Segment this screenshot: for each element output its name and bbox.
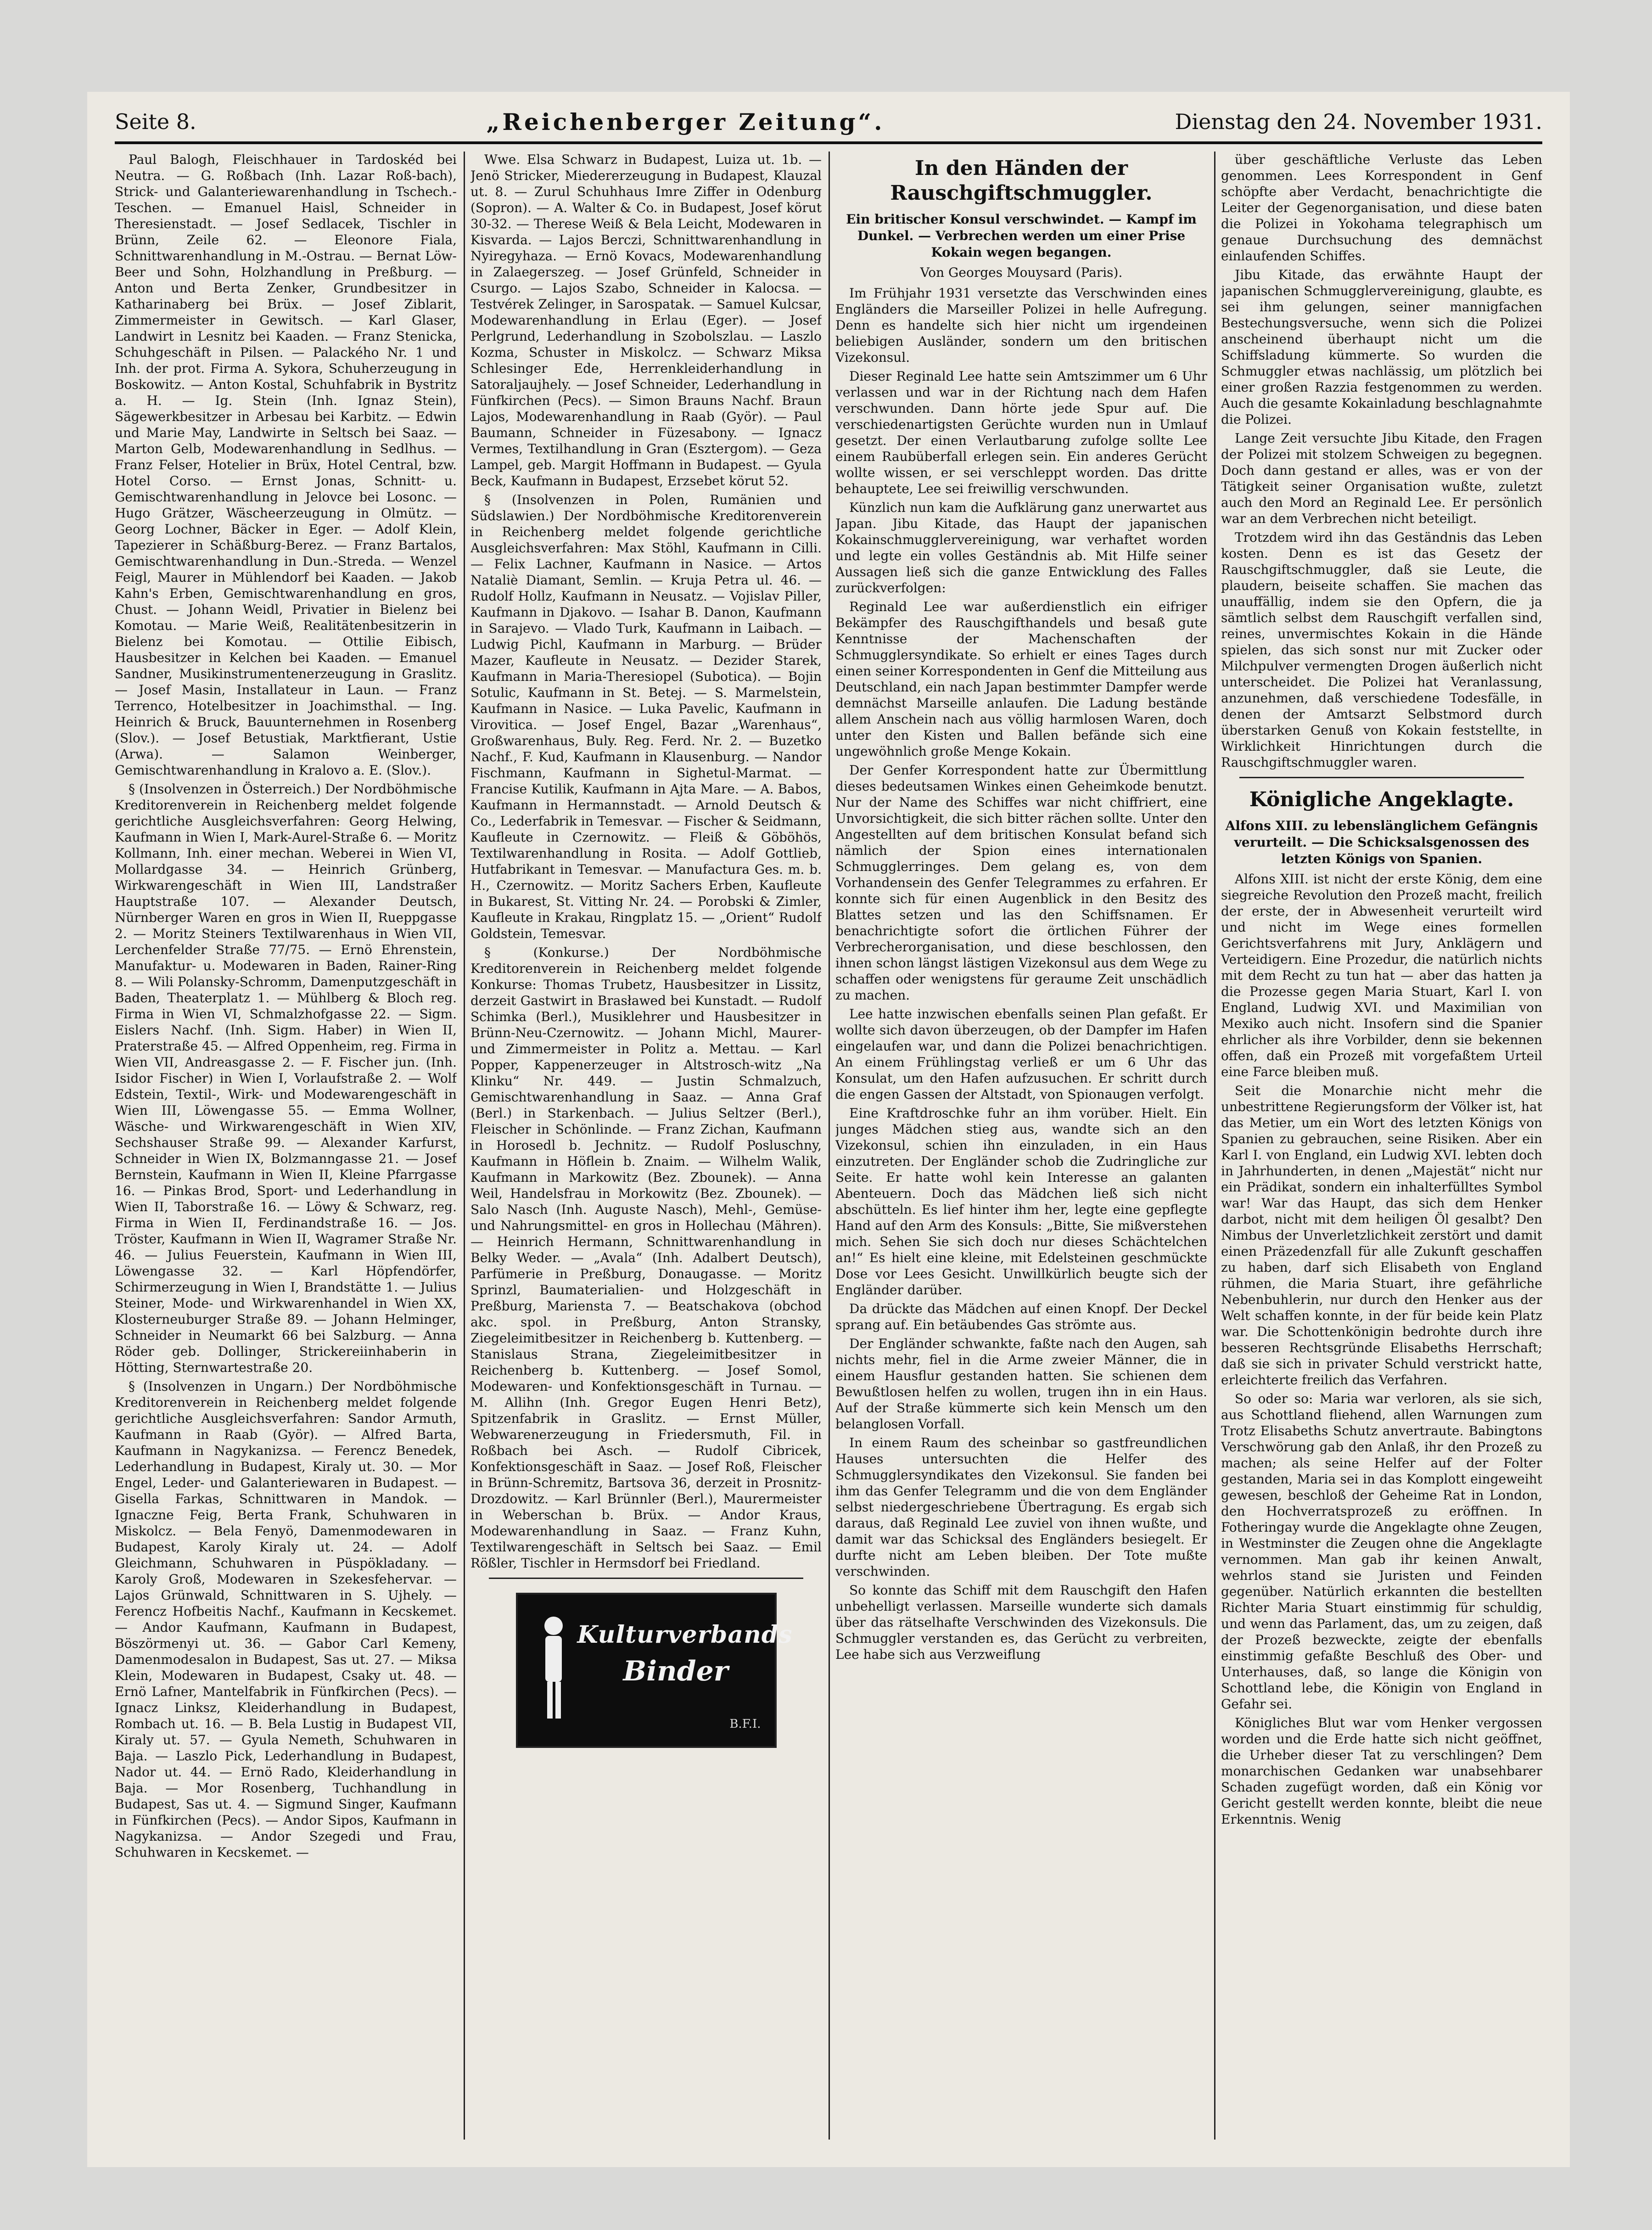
article-paragraph: Trotzdem wird ihn das Geständnis das Leben kosten. Denn es ist das Gesetz der Rauschgiftschmuggler, daß sie Leute, die plaudern, beiseite schaffen. Sie machen das unauffällig, indem sie den Opfern, die ja sämtlich selbst dem Rauschgift verfallen sind, reines, unvermischtes Kokain in die Hände spielen, das sich sonst nur mit Zucker oder Milchpulver vermengten Drogen äußerlich nicht unterscheidet. Die Polizei hat Veranlassung, anzunehmen, daß verschiedene Todesfälle, in denen der Amtsarzt Selbstmord durch überstarken Genuß von Kokain feststellte, in Wirklichkeit Hinrichtungen durch die Rauschgiftschmuggler waren. xyxy=(1221,530,1542,770)
insolvency-austria: § (Insolvenzen in Österreich.) Der Nordböhmische Kreditorenverein in Reichenberg meldet folgende gerichtliche Ausgleichsverfahren: Georg Helwing, Kaufmann in Wien I, Mark-Aurel-Straße 6. — Moritz Kollmann, Inh. einer mechan. Weberei in Wien VI, Mollardgasse 34. — Heinrich Grünberg, Wirkwarengeschäft in Wien III, Landstraßer Hauptstraße 107. — Alexander Deutsch, Nürnberger Waren en gros in Wien II, Rueppgasse 2. — Moritz Steiners Textilwarenhaus in Wien VII, Lerchenfelder Straße 77/75. — Ernö Ehrenstein, Manufaktur- u. Modewaren in Baden, Rainer-Ring 8. — Wili Polansky-Schromm, Damenputzgeschäft in Baden, Theaterplatz 1. — Mühlberg & Bloch reg. Firma in Wien VI, Schmalzhofgasse 22. — Sigm. Eislers Nachf. (Inh. Sigm. Haber) in Wien II, Praterstraße 45. — Alfred Oppenheim, reg. Firma in Wien VII, Andreasgasse 2. — F. Fischer jun. (Inh. Isidor Fischer) in Wien I, Vorlaufstraße 2. — Wolf Edstein, Textil-, Wirk- und Modewarengeschäft in Wien III, Löwengasse 55. — Emma Wollner, Wäsche- und Wirkwarengeschäft in Wien XIV, Sechshauser Straße 99. — Alexander Karfurst, Schneider in Wien IX, Bolzmanngasse 21. — Josef Bernstein, Kaufmann in Wien II, Kleine Pfarrgasse 16. — Pinkas Brod, Sport- und Lederhandlung in Wien II, Taborstraße 16. — Löwy & Schwarz, reg. Firma in Wien II, Ferdinandstraße 16. — Jos. Tröster, Kaufmann in Wien II, Wagramer Straße Nr. 46. — Julius Feuerstein, Kaufmann in Wien III, Löwengasse 32. — Karl Höpfendörfer, Schirmerzeugung in Wien I, Brandstätte 1. — Julius Steiner, Mode- und Wirkwarenhandel in Wien XX, Klosterneuburger Straße 89. — Johann Helminger, Schneider in Neumarkt 66 bei Salzburg. — Anna Röder geb. Dollinger, Strickereiinhaberin in Hötting, Sternwartestraße 20. xyxy=(115,781,457,1375)
issue-date: Dienstag den 24. November 1931. xyxy=(1175,109,1542,134)
article-headline: In den Händen der Rauschgiftschmuggler. xyxy=(890,157,1153,205)
article-paragraph: Da drückte das Mädchen auf einen Knopf. Der Deckel sprang auf. Ein betäubendes Gas strömte aus. xyxy=(835,1301,1207,1332)
insolvency-list: Paul Balogh, Fleischhauer in Tardoskéd bei Neutra. — G. Roßbach (Inh. Lazar Roß-bach), Strick- und Galanteriewarenhandlung in Tschech.-Teschen. — Emanuel Haisl, Schneider in Theresienstadt. — Josef Sedlacek, Tischler in Brünn, Zeile 62. — Eleonore Fiala, Schnittwarenhandlung in M.-Ostrau. — Bernat Löw-Beer und Sohn, Holzhandlung in Preßburg. — Anton und Berta Zenker, Grundbesitzer in Katharinaberg bei Brüx. — Josef Ziblarit, Zimmermeister in Gewitsch. — Karl Glaser, Landwirt in Lesnitz bei Kaaden. — Franz Stenicka, Schuhgeschäft in Pilsen. — Palackého Nr. 1 und Inh. der prot. Firma A. Sykora, Schuherzeugung in Boskowitz. — Anton Kostal, Schuhfabrik in Bystritz a. H. — Ig. Stein (Inh. Ignaz Stein), Sägewerkbesitzer in Arbesau bei Karbitz. — Edwin und Marie May, Landwirte in Seltsch bei Saaz. — Marton Gelb, Modewarenhandlung in Sedlhus. — Franz Felser, Hotelier in Brüx, Hotel Central, bzw. Hotel Corso. — Ernst Jonas, Schnitt- u. Gemischtwarenhandlung in Jelovce bei Losonc. — Hugo Grätzer, Wäscheerzeugung in Olmütz. — Georg Lochner, Bäcker in Eger. — Adolf Klein, Tapezierer in Schäßburg-Berez. — Franz Bartalos, Gemischtwarenhandlung in Dun.-Streda. — Wenzel Feigl, Maurer in Mühlendorf bei Kaaden. — Jakob Kahn's Erben, Gemischtwarenhandlung en gros, Chust. — Johann Weidl, Privatier in Bielenz bei Komotau. — Marie Weiß, Realitätenbesitzerin in Bielenz bei Komotau. — Ottilie Eibisch, Hausbesitzer in Kelchen bei Kaaden. — Emanuel Sandner, Musikinstrumentenerzeugung in Graslitz. — Josef Masin, Installateur in Laun. — Franz Terrenco, Hotelbesitzer in Joachimsthal. — Ing. Heinrich & Bruck, Bauunternehmen in Rosenberg (Slov.). — Josef Betustiak, Marktfierant, Ustie (Arwa). — Salamon Weinberger, Gemischtwarenhandlung in Kralovo a. E. (Slov.). xyxy=(115,152,457,778)
insolvency-hungary-cont: Wwe. Elsa Schwarz in Budapest, Luiza ut. 1b. — Jenö Stricker, Miedererzeugung in Budapest, Klauzal ut. 8. — Zurul Schuhhaus Imre Ziffer in Odenburg (Sopron). — A. Walter & Co. in Budapest, Josef körut 30-32. — Therese Weiß & Bela Leicht, Modewaren in Kisvarda. — Lajos Berczi, Schnittwarenhandlung in Nyiregyhaza. — Ernö Kovacs, Modewarenhandlung in Zalaegerszeg. — Josef Grünfeld, Schneider in Csurgo. — Lajos Szabo, Schneider in Kalocsa. — Testvérek Zelinger, in Sarospatak. — Samuel Kulcsar, Modewarenhandlung in Erlau (Eger). — Josef Perlgrund, Lederhandlung in Szobolszlau. — Laszlo Kozma, Schuster in Miskolcz. — Schwarz Miksa Schlesinger Ede, Herrenkleiderhandlung in Satoraljaujhely. — Josef Schneider, Lederhandlung in Fünfkirchen (Pecs). — Simon Brauns Nachf. Braun Lajos, Modewarenhandlung in Raab (Györ). — Paul Baumann, Schneider in Füzesabony. — Ignacz Vermes, Textilhandlung in Gran (Esztergom). — Geza Lampel, geb. Margit Hoffmann in Budapest. — Gyula Beck, Kaufmann in Budapest, Erzsebet körut 52. xyxy=(470,152,822,489)
advertisement xyxy=(516,1593,793,1748)
header-rule xyxy=(115,141,1542,144)
article-subhead: Ein britischer Konsul verschwindet. — Kampf im Dunkel. — Verbrechen werden um einer Prise Kokain wegen begangen. xyxy=(846,212,1197,260)
article-paragraph: So oder so: Maria war verloren, als sie sich, aus Schottland fliehend, allen Warnungen zum Trotz Elisabeths Schutz anvertraute. Babingtons Verschwörung gab den Anlaß, ihr den Prozeß zu machen; als seine Helfer auf der Folter gestanden, Maria sei in das Komplott eingeweiht gewesen, beschloß der Geheime Rat in London, den Hochverratsprozeß zu eröffnen. In Fotheringay wurde die Angeklagte ohne Zeugen, in Westminster die Zeugen ohne die Angeklagte vernommen. Man gab ihr keinen Anwalt, wehrlos stand sie Juristen und Feinden gegenüber. Natürlich erkannten die bestellten Richter Maria Stuart einstimmig für schuldig, und wenn das Parlament, das, um zu zeigen, daß der Prozeß bezweckte, zeigte der ebenfalls einstimmig gefaßte Beschluß des Ober- und Unterhauses, daß, so lange die Königin von Schottland lebe, die Königin von England in Gefahr sei. xyxy=(1221,1391,1542,1712)
page-number: Seite 8. xyxy=(115,109,196,134)
article-paragraph: Der Engländer schwankte, faßte nach den Augen, sah nichts mehr, fiel in die Arme zweier Männer, die in einem Hausflur gestanden hatten. Sie schienen dem Bewußtlosen helfen zu wollen, trugen ihn in ein Haus. Auf der Straße kümmerte sich kein Mensch um den belanglosen Vorfall. xyxy=(835,1336,1207,1432)
column-divider xyxy=(1214,152,1215,2140)
article-paragraph: Königliches Blut war vom Henker vergossen worden und die Erde hatte sich nicht geöffnet, die Urheber dieser Tat zu verschlingen? Dem monarchischen Gedanken war unabsehbarer Schaden zugefügt worden, daß ein König vor Gericht gestellt werden konnte, bleibt die neue Erkenntnis. Wenig xyxy=(1221,1715,1542,1827)
article-paragraph: In einem Raum des scheinbar so gastfreundlichen Hauses untersuchten die Helfer des Schmugglersyndikates den Vizekonsul. Sie fanden bei ihm das Genfer Telegramm und die von dem Engländer selbst niedergeschriebene Übertragung. Es ergab sich daraus, daß Reginald Lee zuviel von ihnen wußte, und damit war das Schicksal des Engländers besiegelt. Er durfte nicht am Leben bleiben. Der Tote mußte verschwinden. xyxy=(835,1435,1207,1579)
ad-line-2: Binder xyxy=(623,1655,728,1687)
article-paragraph: Eine Kraftdroschke fuhr an ihm vorüber. Hielt. Ein junges Mädchen stieg aus, wandte sich an den Vizekonsul, schien ihn einzuladen, in ein Haus einzutreten. Der Engländer schob die Zudringliche zur Seite. Er hatte wohl kein Interesse an galanten Abenteuern. Doch das Mädchen ließ sich nicht abschütteln. Es lief hinter ihm her, legte eine gepflegte Hand auf den Arm des Konsuls: „Bitte, Sie mißverstehen mich. Sehen Sie sich doch nur dieses Schächtelchen an!“ Es hielt eine kleine, mit Edelsteinen geschmückte Dose vor Lees Gesicht. Unwillkürlich beugte sich der Engländer darüber. xyxy=(835,1106,1207,1298)
article-subhead-2: Alfons XIII. zu lebenslänglichem Gefängnis verurteilt. — Die Schicksalsgenossen des letzten Königs von Spanien. xyxy=(1225,818,1538,866)
article-paragraph: So konnte das Schiff mit dem Rauschgift den Hafen unbehelligt verlassen. Marseille wunderte sich damals über das rätselhafte Verschwinden des Vizekonsuls. Die Schmuggler verstanden es, das Gerücht zu verbreiten, Lee habe sich aus Verzweiflung xyxy=(835,1583,1207,1662)
article-paragraph: Lee hatte inzwischen ebenfalls seinen Plan gefaßt. Er wollte sich davon überzeugen, ob der Dampfer im Hafen eingelaufen war, und dann die Polizei benachrichtigen. An einem Frühlingstag verließ er um 6 Uhr das Konsulat, um den Hafen aufzusuchen. Er schritt durch die engen Gassen der Altstadt, von Spionaugen verfolgt. xyxy=(835,1006,1207,1102)
bankruptcies: § (Konkurse.) Der Nordböhmische Kreditorenverein in Reichenberg meldet folgende Konkurse: Thomas Trubetz, Hausbesitzer in Lissitz, derzeit Gastwirt in Brasławed bei Kunstadt. — Rudolf Schimka (Berl.), Musiklehrer und Hausbesitzer in Brünn-Neu-Czernowitz. — Johann Michl, Maurer- und Zimmermeister in Politz a. Mettau. — Karl Popper, Kappenerzeuger in Altstrosch-witz „Na Klinku“ Nr. 449. — Justin Schmalzuch, Gemischtwarenhandlung in Saaz. — Anna Graf (Berl.) in Starkenbach. — Julius Seltzer (Berl.), Fleischer in Schönlinde. — Franz Zichan, Kaufmann in Horosedl b. Jechnitz. — Rudolf Posluschny, Kaufmann in Höflein b. Znaim. — Wilhelm Walik, Kaufmann in Markowitz (Bez. Zbounek). — Anna Weil, Handelsfrau in Morkowitz (Bez. Zbounek). — Salo Nasch (Inh. Auguste Nasch), Mehl-, Gemüse- und Nahrungsmittel- en gros in Hollechau (Mähren). — Heinrich Hermann, Schnittwarenhandlung in Belky Weder. — „Avala“ (Inh. Adalbert Deutsch), Parfümerie in Preßburg, Donaugasse. — Moritz Sprinzl, Baumaterialien- und Holzgeschäft in Preßburg, Mariensta 7. — Beatschakova (obchod akc. spol. in Preßburg, Anton Stransky, Ziegeleimitbesitzer in Reichenberg b. Kuttenberg. — Stanislaus Strana, Ziegeleimitbesitzer in Reichenberg b. Kuttenberg. — Josef Somol, Modewaren- und Konfektionsgeschäft in Turnau. — M. Allihn (Inh. Gregor Eugen Henri Betz), Spitzenfabrik in Graslitz. — Ernst Müller, Webwarenerzeugung in Friedersmuth, Fil. in Roßbach bei Asch. — Rudolf Cibricek, Konfektionsgeschäft in Saaz. — Josef Roß, Fleischer in Brünn-Schremitz, Bartsova 36, derzeit in Prosnitz-Drozdowitz. — Karl Brünnler (Berl.), Maurermeister in Weberschan b. Brüx. — Andor Kraus, Modewarenhandlung in Saaz. — Franz Kuhn, Textilwarengeschäft in Seltsch bei Saaz. — Emil Rößler, Tischler in Hermsdorf bei Friedland. xyxy=(470,945,822,1571)
article-paragraph: Der Genfer Korrespondent hatte zur Übermittlung dieses bedeutsamen Winkes einen Geheimkode benutzt. Nur der Name des Schiffes war nicht chiffriert, eine Unvorsichtigkeit, die sich bitter rächen sollte. Unter den Angestellten auf dem britischen Konsulat befand sich nämlich der Spion eines internationalen Schmugglerringes. Dem gelang es, von dem Vorhandensein des Genfer Telegrammes zu erfahren. Er konnte sich für einen Augenblick in den Besitz des Blattes setzen und las den Schiffsnamen. Er benachrichtigte sofort die örtlichen Führer der Verbrecherorganisation, und diese beschlossen, den ihnen schon längst lästigen Vizekonsul aus dem Wege zu schaffen oder wenigstens für geraume Zeit unschädlich zu machen. xyxy=(835,763,1207,1003)
article-paragraph: Seit die Monarchie nicht mehr die unbestrittene Regierungsform der Völker ist, hat das Metier, um ein Wort des letzten Königs von Spanien zu gebrauchen, seine Risiken. Aber ein Karl I. von England, ein Ludwig XVI. lebten doch in Jahrhunderten, in denen „Majestät“ nicht nur ein Prädikat, sondern ein inhalterfülltes Symbol war! War das Haupt, das sich dem Henker darbot, nicht mit dem heiligen Öl gesalbt? Den Nimbus der Unverletzlichkeit zerstört und damit einen Präzedenzfall für alle Zukunft geschaffen zu haben, darf sich Elisabeth von England rühmen, die Maria Stuart, ihre gefährliche Nebenbuhlerin, nur durch den Henker aus der Welt schaffen konnte, in der für beide kein Platz war. Die Schottenkönigin bedrohte durch ihre besseren Rechtsgründe Elisabeths Herrschaft; daß sie sich in privater Schuld verstrickt hatte, erleichterte freilich das Verfahren. xyxy=(1221,1083,1542,1387)
column-3 xyxy=(835,152,1207,2140)
column-divider xyxy=(464,152,465,2140)
article-headline-2: Königliche Angeklagte. xyxy=(1249,788,1514,811)
article-paragraph: Reginald Lee war außerdienstlich ein eifriger Bekämpfer des Rauschgifthandels und besaß gute Kenntnisse der Machenschaften der Schmugglersyndikate. So erhielt er eines Tages durch einen seiner Korrespondenten in Genf die Mitteilung aus Deutschland, ein nach Japan bestimmter Dampfer werde demnächst Marseille anlaufen. Die Ladung bestände allem Anschein nach aus völlig harmlosen Waren, doch unter den Kisten und Ballen befände sich eine ungewöhnlich große Menge Kokain. xyxy=(835,599,1207,759)
article-paragraph: Im Frühjahr 1931 versetzte das Verschwinden eines Engländers die Marseiller Polizei in helle Aufregung. Denn es handelte sich hier nicht um irgendeinen beliebigen Ausländer, sondern um den britischen Vizekonsul. xyxy=(835,286,1207,365)
ad-mark: B.F.I. xyxy=(729,1717,761,1731)
divider-rule xyxy=(1239,777,1524,778)
newspaper-page xyxy=(87,92,1570,2167)
article-paragraph: Dieser Reginald Lee hatte sein Amtszimmer um 6 Uhr verlassen und war in der Richtung nach dem Hafen verschwunden. Dann hörte jede Spur auf. Die verschiedenartigsten Gerüchte wurden nun in Umlauf gesetzt. Der einen Verlautbarung zufolge sollte Lee einem Raubüberfall erlegen sein. Ein anderes Gerücht wollte wissen, er sei verschleppt worden. Das dritte behauptete, Lee sei freiwillig verschwunden. xyxy=(835,369,1207,496)
article-paragraph: Lange Zeit versuchte Jibu Kitade, den Fragen der Polizei mit stolzem Schweigen zu begegnen. Doch dann gestand er alles, was er von der Tätigkeit seiner Organisation wußte, zuletzt auch den Mord an Reginald Lee. Er persönlich war an dem Verbrechen nicht beteiligt. xyxy=(1221,431,1542,526)
column-divider xyxy=(829,152,830,2140)
ad-line-1: Kulturverbands xyxy=(577,1621,793,1649)
column-4 xyxy=(1221,152,1542,2140)
article-paragraph: Alfons XIII. ist nicht der erste König, dem eine siegreiche Revolution den Prozeß macht, freilich der erste, der in Abwesenheit verurteilt wird und nicht im Wege eines formellen Gerichtsverfahrens mit Jury, Anklägern und Verteidigern. Eine Prozedur, die natürlich nichts mit dem Recht zu tun hat — aber das hatten ja die Prozesse gegen Maria Stuart, Karl I. von England, Ludwig XVI. und Maximilian von Mexiko auch nicht. Insofern sind die Spanier ehrlicher als ihre Vorbilder, denn sie bekennen offen, daß ein Prozeß mit vorgefaßtem Urteil eine Farce bleiben muß. xyxy=(1221,871,1542,1079)
insolvency-hungary: § (Insolvenzen in Ungarn.) Der Nordböhmische Kreditorenverein in Reichenberg meldet folgende gerichtliche Ausgleichsverfahren: Sandor Armuth, Kaufmann in Raab (Györ). — Alfred Barta, Kaufmann in Nagykanizsa. — Ferencz Benedek, Lederhandlung in Budapest, Kiraly ut. 30. — Mor Engel, Leder- und Galanteriewaren in Budapest. — Gisella Farkas, Schnittwaren in Mandok. — Ignaczne Feig, Berta Frank, Schuhwaren in Miskolcz. — Bela Fenyö, Damenmodewaren in Budapest, Karoly Kiraly ut. 24. — Adolf Gleichmann, Schuhwaren in Püspökladany. — Karoly Groß, Modewaren in Szekesfehervar. — Lajos Grünwald, Schnittwaren in S. Ujhely. — Ferencz Hofbeitis Nachf., Kaufmann in Kecskemet. — Andor Kaufmann, Kaufmann in Budapest, Böszörmenyi ut. 36. — Gabor Carl Kemeny, Damenmodesalon in Budapest, Sas ut. 27. — Miksa Klein, Modewaren in Budapest, Csaky ut. 48. — Ernö Lafner, Mantelfabrik in Fünfkirchen (Pecs). — Ignacz Linksz, Kleiderhandlung in Budapest, Rombach ut. 16. — B. Bela Lustig in Budapest VII, Kiraly ut. 57. — Gyula Nemeth, Schuhwaren in Baja. — Laszlo Pick, Lederhandlung in Budapest, Nador ut. 44. — Ernö Rado, Kleiderhandlung in Baja. — Mor Rosenberg, Tuchhandlung in Budapest, Sas ut. 4. — Sigmund Singer, Kaufmann in Fünfkirchen (Pecs). — Andor Sipos, Kaufmann in Nagykanizsa. — Andor Szegedi und Frau, Schuhwaren in Kecskemet. — xyxy=(115,1379,457,1860)
figure-illustration xyxy=(535,1613,572,1723)
insolvency-poland-romania: § (Insolvenzen in Polen, Rumänien und Südslawien.) Der Nordböhmische Kreditorenverein in Reichenberg meldet folgende gerichtliche Ausgleichsverfahren: Max Stöhl, Kaufmann in Cilli. — Felix Lachner, Kaufmann in Nasice. — Artos Nataliè Diamant, Semlin. — Kruja Petra ul. 46. — Rudolf Hollz, Kaufmann in Neusatz. — Vojislav Piller, Kaufmann in Djakovo. — Isahar B. Danon, Kaufmann in Sarajevo. — Vlado Turk, Kaufmann in Laibach. — Ludwig Pichl, Kaufmann in Marburg. — Brüder Mazer, Kaufleute in Neusatz. — Dezider Starek, Kaufmann in Maria-Theresiopel (Subotica). — Bojin Sotulic, Kaufmann in St. Betej. — S. Marmelstein, Kaufmann in Nasice. — Luka Pavelic, Kaufmann in Virovitica. — Josef Engel, Bazar „Warenhaus“, Großwarenhaus, Buly. Reg. Ferd. Nr. 2. — Buzetko Nachf., F. Kud, Kaufmann in Klausenburg. — Nandor Fischmann, Kaufmann in Sighetul-Marmat. — Francise Kutilik, Kaufmann in Ajta Mare. — A. Babos, Kaufmann in Hermannstadt. — Arnold Deutsch & Co., Lederfabrik in Temesvar. — Fischer & Seidmann, Kaufleute in Czernowitz. — Fleiß & Göböhös, Textilwarenhandlung in Rosita. — Adolf Gottlieb, Hutfabrikant in Temesvar. — Manufactura Ges. m. b. H., Czernowitz. — Moritz Sachers Erben, Kaufleute in Bukarest, St. Vitting Nr. 24. — Porobski & Zimler, Kaufleute in Krakau, Ringplatz 15. — „Orient“ Rudolf Goldstein, Temesvar. xyxy=(470,492,822,941)
column-2 xyxy=(470,152,822,2140)
column-1 xyxy=(115,152,457,2140)
divider-rule xyxy=(489,1578,803,1579)
article-paragraph: Jibu Kitade, das erwähnte Haupt der japanischen Schmugglervereinigung, glaubte, es sei ihm gelungen, seiner mannigfachen Bestechungsversuche, wenn sich die Polizei anscheinend überhaupt nicht um die Schiffsladung kümmerte. So wurden die Schmuggler etwas nachlässig, um plötzlich bei einer großen Razzia festgenommen zu werden. Auch die gesamte Kokainladung beschlagnahmte die Polizei. xyxy=(1221,267,1542,427)
article-paragraph: Künzlich nun kam die Aufklärung ganz unerwartet aus Japan. Jibu Kitade, das Haupt der japanischen Kokainschmugglervereinigung, war verhaftet worden und legte ein volles Geständnis ab. Mit Hilfe seiner Aussagen ließ sich die ganze Entwicklung des Falles zurückverfolgen: xyxy=(835,500,1207,595)
article-paragraph: über geschäftliche Verluste das Leben genommen. Lees Korrespondent in Genf schöpfte aber Verdacht, benachrichtigte die Leiter der Gegenorganisation, und diese baten die Polizei in Yokohama telegraphisch um genaue Durchsuchung des demnächst einlaufenden Schiffes. xyxy=(1221,152,1542,264)
page-header xyxy=(115,106,1542,138)
newspaper-title: „Reichenberger Zeitung“. xyxy=(486,108,885,135)
article-byline: Von Georges Mouysard (Paris). xyxy=(920,265,1123,280)
